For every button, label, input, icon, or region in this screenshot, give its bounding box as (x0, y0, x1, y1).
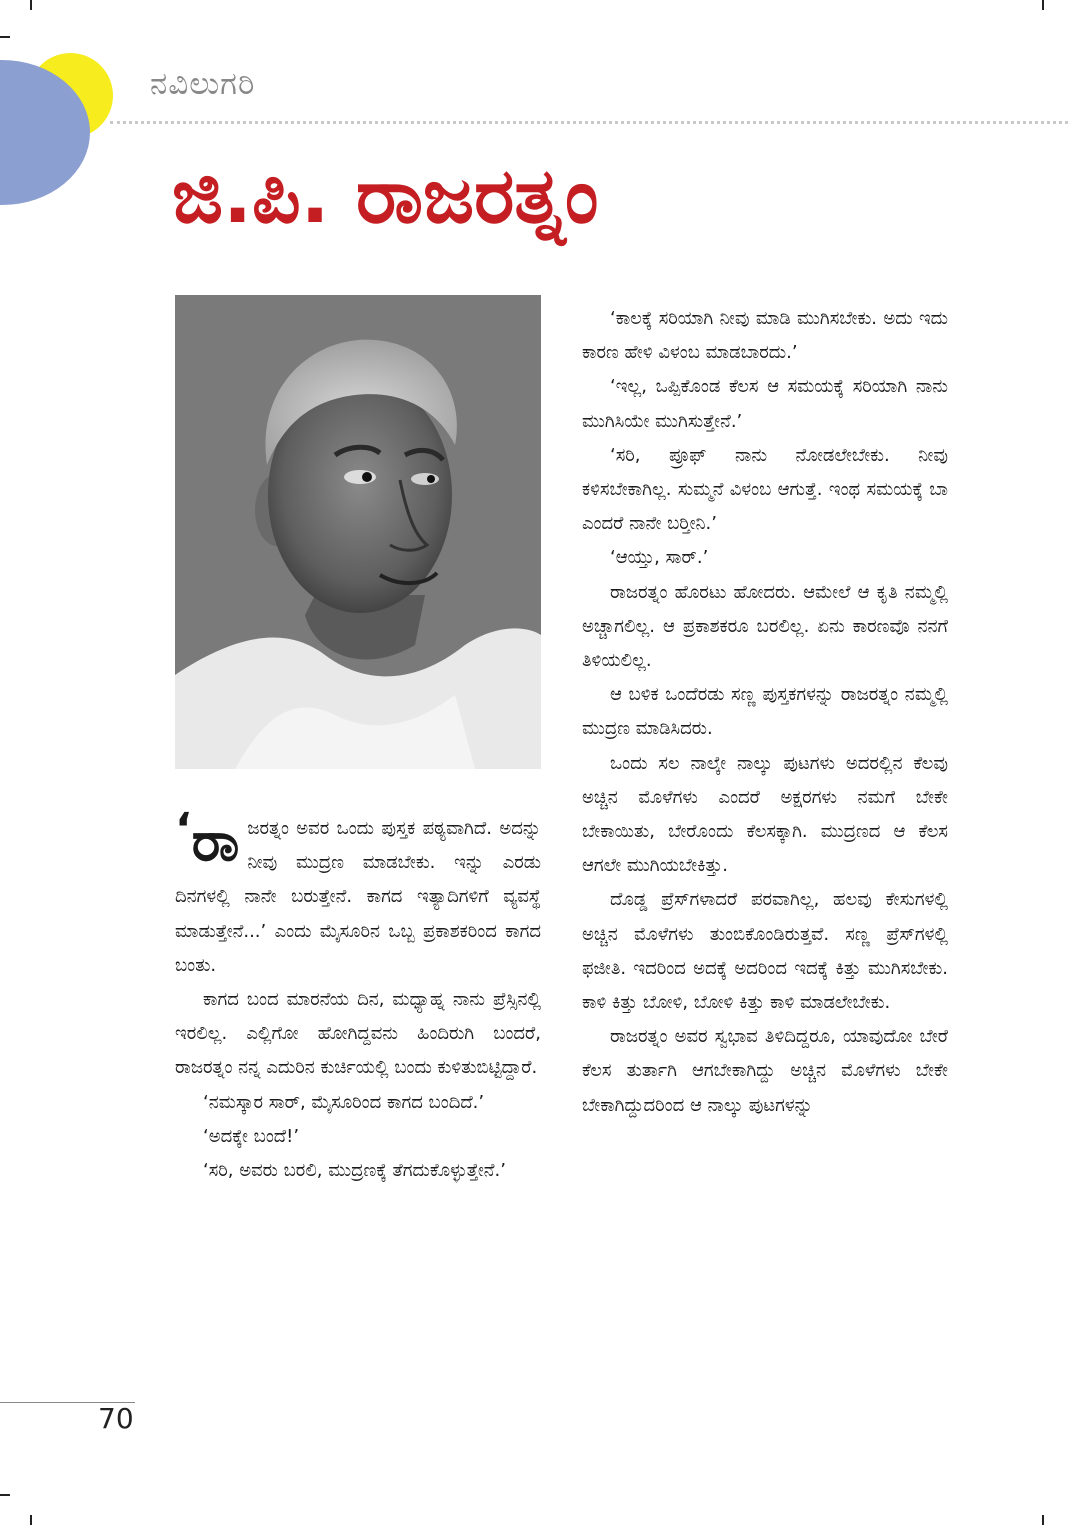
dropcap-letter: ರಾ (191, 810, 240, 873)
dropcap-quote: ‘ (175, 804, 192, 855)
paragraph: ಆ ಬಳಿಕ ಒಂದೆರಡು ಸಣ್ಣ ಪುಸ್ತಕಗಳನ್ನು ರಾಜರತ್ನಂ ನಮ್ಮಲ್ಲಿ ಮುದ್ರಣ ಮಾಡಿಸಿದರು. (582, 684, 948, 740)
paragraph (175, 804, 541, 983)
paragraph: ಒಂದು ಸಲ ನಾಲ್ಕೇ ನಾಲ್ಕು ಪುಟಗಳು ಅದರಲ್ಲಿನ ಕೆಲವು ಅಚ್ಚಿನ ಮೊಳೆಗಳು ಎಂದರೆ ಅಕ್ಷರಗಳು ನಮಗೆ ಬೇಕೇ ಬೇಕಾಯಿತು, ಬೇರೊಂದು ಕೆಲಸಕ್ಕಾಗಿ. ಮುದ್ರಣದ ಆ ಕೆಲಸ ಆಗಲೇ ಮುಗಿಯಬೇಕಿತ್ತು. (582, 752, 948, 877)
dropcap (175, 804, 240, 876)
paragraph: ‘ಅದಕ್ಕೇ ಬಂದೆ!’ (203, 1125, 300, 1147)
paragraph: ರಾಜರತ್ನಂ ಅವರ ಸ್ವಭಾವ ತಿಳಿದಿದ್ದರೂ, ಯಾವುದೋ ಬೇರೆ ಕೆಲಸ ತುರ್ತಾಗಿ ಆಗಬೇಕಾಗಿದ್ದು ಅಚ್ಚಿನ ಮೊಳೆಗಳು ಬೇಕೇ ಬೇಕಾಗಿದ್ದುದರಿಂದ ಆ ನಾಲ್ಕು ಪುಟಗಳನ್ನು (582, 1026, 948, 1116)
crop-mark (30, 0, 32, 10)
paragraph: ದೊಡ್ಡ ಪ್ರೆಸ್‌ಗಳಾದರೆ ಪರವಾಗಿಲ್ಲ, ಹಲವು ಕೇಸುಗಳಲ್ಲಿ ಅಚ್ಚಿನ ಮೊಳೆಗಳು ತುಂಬಿಕೊಂಡಿರುತ್ತವೆ. ಸಣ್ಣ ಪ್ರೆಸ್‌ಗಳಲ್ಲಿ ಫಜೀತಿ. ಇದರಿಂದ ಅದಕ್ಕೆ ಅದರಿಂದ ಇದಕ್ಕೆ ಕಿತ್ತು ಮುಗಿಸಬೇಕು. ಕಾಳಿ ಕಿತ್ತು ಬೋಳಿ, ಬೋಳಿ ಕಿತ್ತು ಕಾಳಿ ಮಾಡಲೇಬೇಕು. (582, 889, 948, 1014)
crop-mark (0, 36, 10, 38)
paragraph-text: ಜರತ್ನಂ ಅವರ ಒಂದು ಪುಸ್ತಕ ಪಠ್ಯವಾಗಿದೆ. ಅದನ್ನು ನೀವು ಮುದ್ರಣ ಮಾಡಬೇಕು. ಇನ್ನು ಎರಡು ದಿನಗಳಲ್ಲಿ ನಾನೇ ಬರುತ್ತೇನೆ. ಕಾಗದ ಇತ್ಯಾದಿಗಳಿಗೆ ವ್ಯವಸ್ಥೆ ಮಾಡುತ್ತೇನೆ...’ ಎಂದು ಮೈಸೂರಿನ ಒಬ್ಬ ಪ್ರಕಾಶಕರಿಂದ ಕಾಗದ ಬಂತು. (175, 818, 541, 976)
paragraph: ‘ಇಲ್ಲ, ಒಪ್ಪಿಕೊಂಡ ಕೆಲಸ ಆ ಸಮಯಕ್ಕೆ ಸರಿಯಾಗಿ ನಾನು ಮುಗಿಸಿಯೇ ಮುಗಿಸುತ್ತೇನೆ.’ (582, 376, 948, 432)
paragraph: ‘ಸರಿ, ಅವರು ಬರಲಿ, ಮುದ್ರಣಕ್ಕೆ ತೆಗದುಕೊಳ್ಳುತ್ತೇನೆ.’ (203, 1160, 506, 1182)
article-headline: ಜಿ.ಪಿ. ರಾಜರತ್ನಂ (172, 151, 599, 240)
crop-mark (1042, 1515, 1044, 1525)
crop-mark (1042, 0, 1044, 10)
portrait-photo (175, 295, 541, 769)
crop-mark (0, 1494, 10, 1496)
crop-mark (30, 1515, 32, 1525)
article-column-right (582, 302, 948, 1123)
paragraph: ‘ನಮಸ್ಕಾರ ಸಾರ್, ಮೈಸೂರಿಂದ ಕಾಗದ ಬಂದಿದೆ.’ (203, 1091, 485, 1113)
page-number: 70 (98, 1402, 134, 1435)
article-column-left (175, 804, 541, 1188)
paragraph: ರಾಜರತ್ನಂ ಹೊರಟು ಹೋದರು. ಆಮೇಲೆ ಆ ಕೃತಿ ನಮ್ಮಲ್ಲಿ ಅಚ್ಚಾಗಲಿಲ್ಲ. ಆ ಪ್ರಕಾಶಕರೂ ಬರಲಿಲ್ಲ. ಏನು ಕಾರಣವೊ ನನಗೆ ತಿಳಿಯಲಿಲ್ಲ. (582, 581, 948, 672)
paragraph: ‘ಕಾಲಕ್ಕೆ ಸರಿಯಾಗಿ ನೀವು ಮಾಡಿ ಮುಗಿಸಬೇಕು. ಅದು ಇದು ಕಾರಣ ಹೇಳಿ ವಿಳಂಬ ಮಾಡಬಾರದು.’ (582, 308, 948, 364)
portrait-illustration (175, 295, 541, 769)
paragraph: ‘ಆಯ್ತು, ಸಾರ್.’ (610, 547, 709, 569)
header-dotted-rule (110, 121, 1068, 124)
paragraph: ಕಾಗದ ಬಂದ ಮಾರನೆಯ ದಿನ, ಮಧ್ಯಾಹ್ನ ನಾನು ಪ್ರೆಸ್ಸಿನಲ್ಲಿ ಇರಲಿಲ್ಲ. ಎಲ್ಲಿಗೋ ಹೋಗಿದ್ದವನು ಹಿಂದಿರುಗಿ ಬಂದರೆ, ರಾಜರತ್ನಂ ನನ್ನ ಎದುರಿನ ಕುರ್ಚಿಯಲ್ಲಿ ಬಂದು ಕುಳಿತುಬಿಟ್ಟಿದ್ದಾರೆ. (175, 989, 541, 1079)
paragraph: ‘ಸರಿ, ಪ್ರೂಫ್ ನಾನು ನೋಡಲೇಬೇಕು. ನೀವು ಕಳಿಸಬೇಕಾಗಿಲ್ಲ. ಸುಮ್ಮನೆ ವಿಳಂಬ ಆಗುತ್ತೆ. ಇಂಥ ಸಮಯಕ್ಕೆ ಬಾ ಎಂದರೆ ನಾನೇ ಬರ್‍ತೀನಿ.’ (582, 444, 948, 535)
section-label: ನವಿಲುಗರಿ (150, 66, 256, 102)
